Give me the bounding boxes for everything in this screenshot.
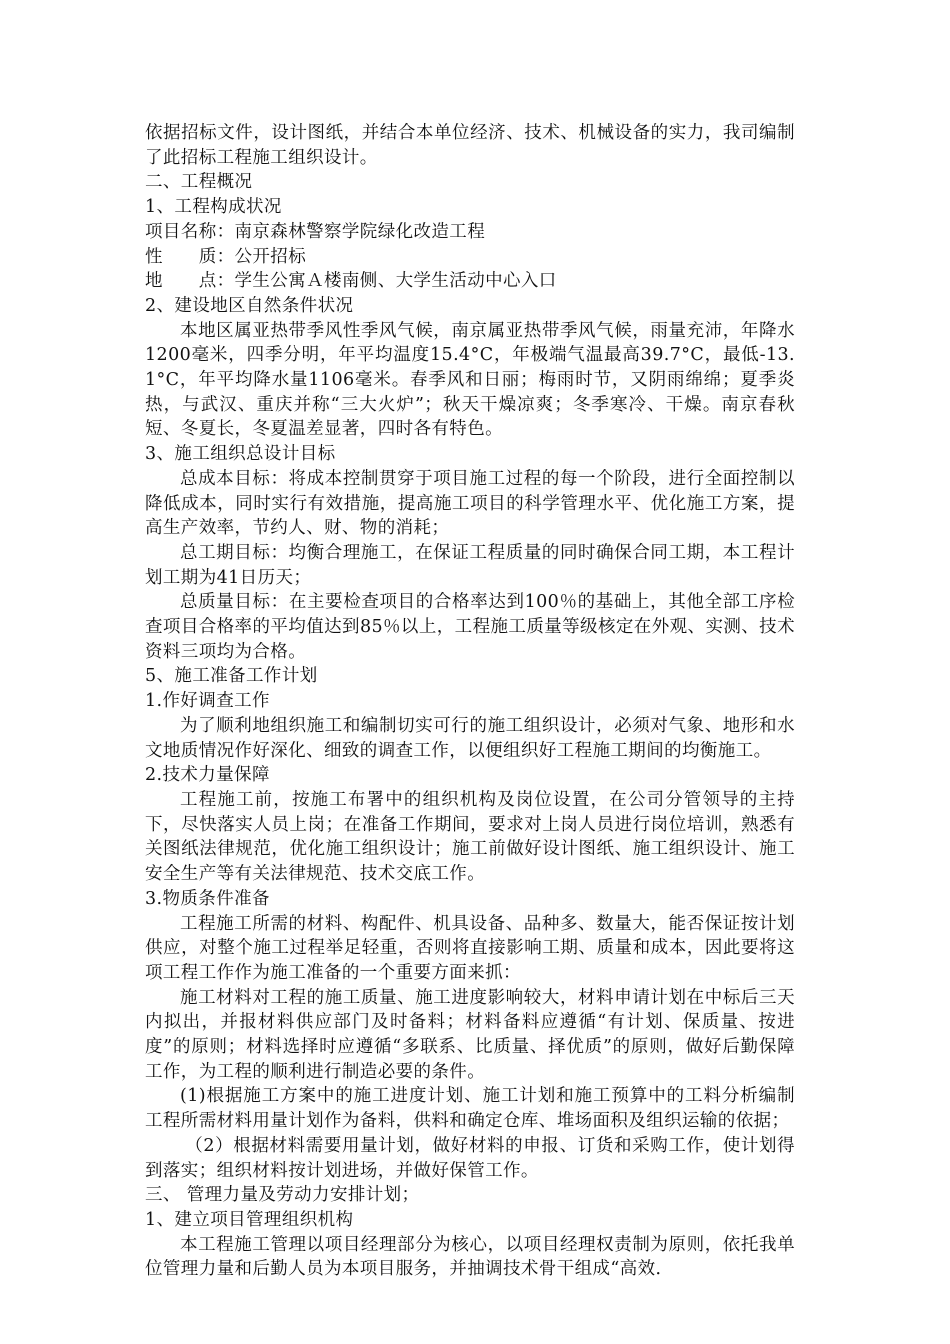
subheading-project-composition: 1、工程构成状况 bbox=[145, 197, 282, 218]
subheading-preparation-plan: 5、施工准备工作计划 bbox=[145, 666, 318, 687]
material-plan-item-2: （2）根据材料需要用量计划，做好材料的申报、订货和采购工作，使计划得到落实；组织材料按计划进场，并做好保管工作。 bbox=[145, 1135, 795, 1181]
cost-target-paragraph: 总成本目标：将成本控制贯穿于项目施工过程的每一个阶段，进行全面控制以降低成本，同时实行有效措施，提高施工项目的科学管理水平、优化施工方案，提高生产效率，节约人、财、物的消耗； bbox=[145, 468, 795, 539]
organization-paragraph: 本工程施工管理以项目经理部分为核心，以项目经理权责制为原则，依托我单位管理力量和后勤人员为本项目服务，并抽调技术骨干组成“高效． bbox=[145, 1234, 795, 1280]
project-name-line: 项目名称：南京森林警察学院绿化改造工程 bbox=[145, 221, 486, 242]
technical-support-paragraph: 工程施工前，按施工布署中的组织机构及岗位设置，在公司分管领导的主持下，尽快落实人员上岗；在准备工作期间，要求对上岗人员进行岗位培训，熟悉有关图纸法律规范，优化施工组织设计；施工前做好设计图纸、施工组织设计、施工安全生产等有关法律规范、技术交底工作。 bbox=[145, 789, 795, 885]
material-plan-item-1: (1)根据施工方案中的施工进度计划、施工计划和施工预算中的工料分析编制工程所需材料用量计划作为备料，供料和确定仓库、堆场面积及组织运输的依据； bbox=[145, 1086, 795, 1132]
material-overview-paragraph: 工程施工所需的材料、构配件、机具设备、品种多、数量大，能否保证按计划供应，对整个施工过程举足轻重，否则将直接影响工期、质量和成本，因此要将这项工程工作作为施工准备的一个重要方面来抓： bbox=[145, 913, 795, 983]
section-heading-project-overview: 二、工程概况 bbox=[145, 172, 253, 193]
project-location-line: 地 点：学生公寓Ａ楼南侧、大学生活动中心入口 bbox=[145, 271, 557, 292]
item-survey-work: 1.作好调查工作 bbox=[145, 691, 270, 712]
intro-paragraph: 依据招标文件，设计图纸，并结合本单位经济、技术、机械设备的实力，我司编制了此招标工程施工组织设计。 bbox=[145, 123, 795, 168]
subheading-natural-conditions: 2、建设地区自然条件状况 bbox=[145, 295, 354, 316]
quality-target-paragraph: 总质量目标：在主要检查项目的合格率达到100％的基础上，其他全部工序检查项目合格率的平均值达到85％以上，工程施工质量等级核定在外观、实测、技术资料三项均为合格。 bbox=[145, 592, 795, 662]
subheading-design-targets: 3、施工组织总设计目标 bbox=[145, 444, 336, 465]
survey-paragraph: 为了顺利地组织施工和编制切实可行的施工组织设计，必须对气象、地形和水文地质情况作好深化、细致的调查工作，以便组织好工程施工期间的均衡施工。 bbox=[145, 715, 795, 761]
schedule-target-paragraph: 总工期目标：均衡合理施工，在保证工程质量的同时确保合同工期，本工程计划工期为41日历天； bbox=[145, 542, 795, 588]
item-material-preparation: 3.物质条件准备 bbox=[145, 888, 270, 909]
item-technical-support: 2.技术力量保障 bbox=[145, 765, 270, 786]
subheading-organization: 1、建立项目管理组织机构 bbox=[145, 1209, 354, 1230]
material-procurement-paragraph: 施工材料对工程的施工质量、施工进度影响较大，材料申请计划在中标后三天内拟出，并报材料供应部门及时备料；材料备料应遵循“有计划、保质量、按进度”的原则；材料选择时应遵循“多联系、比质量、择优质”的原则，做好后勤保障工作，为工程的顺利进行制造必要的条件。 bbox=[145, 987, 795, 1082]
document-body bbox=[145, 121, 795, 1282]
section-heading-management-labor: 三、 管理力量及劳动力安排计划； bbox=[145, 1185, 420, 1206]
climate-paragraph: 本地区属亚热带季风性季风气候，南京属亚热带季风气候，雨量充沛，年降水1200毫米，四季分明，年平均温度15.4°C，年极端气温最高39.7°C，最低-13.1°C，年平均降水量1106毫米。春季风和日丽；梅雨时节，又阴雨绵绵；夏季炎热，与武汉、重庆并称“三大火炉”；秋天干燥凉爽；冬季寒冷、干燥。南京春秋短、冬夏长，冬夏温差显著，四时各有特色。 bbox=[145, 320, 795, 440]
project-nature-line: 性 质：公开招标 bbox=[145, 246, 307, 267]
